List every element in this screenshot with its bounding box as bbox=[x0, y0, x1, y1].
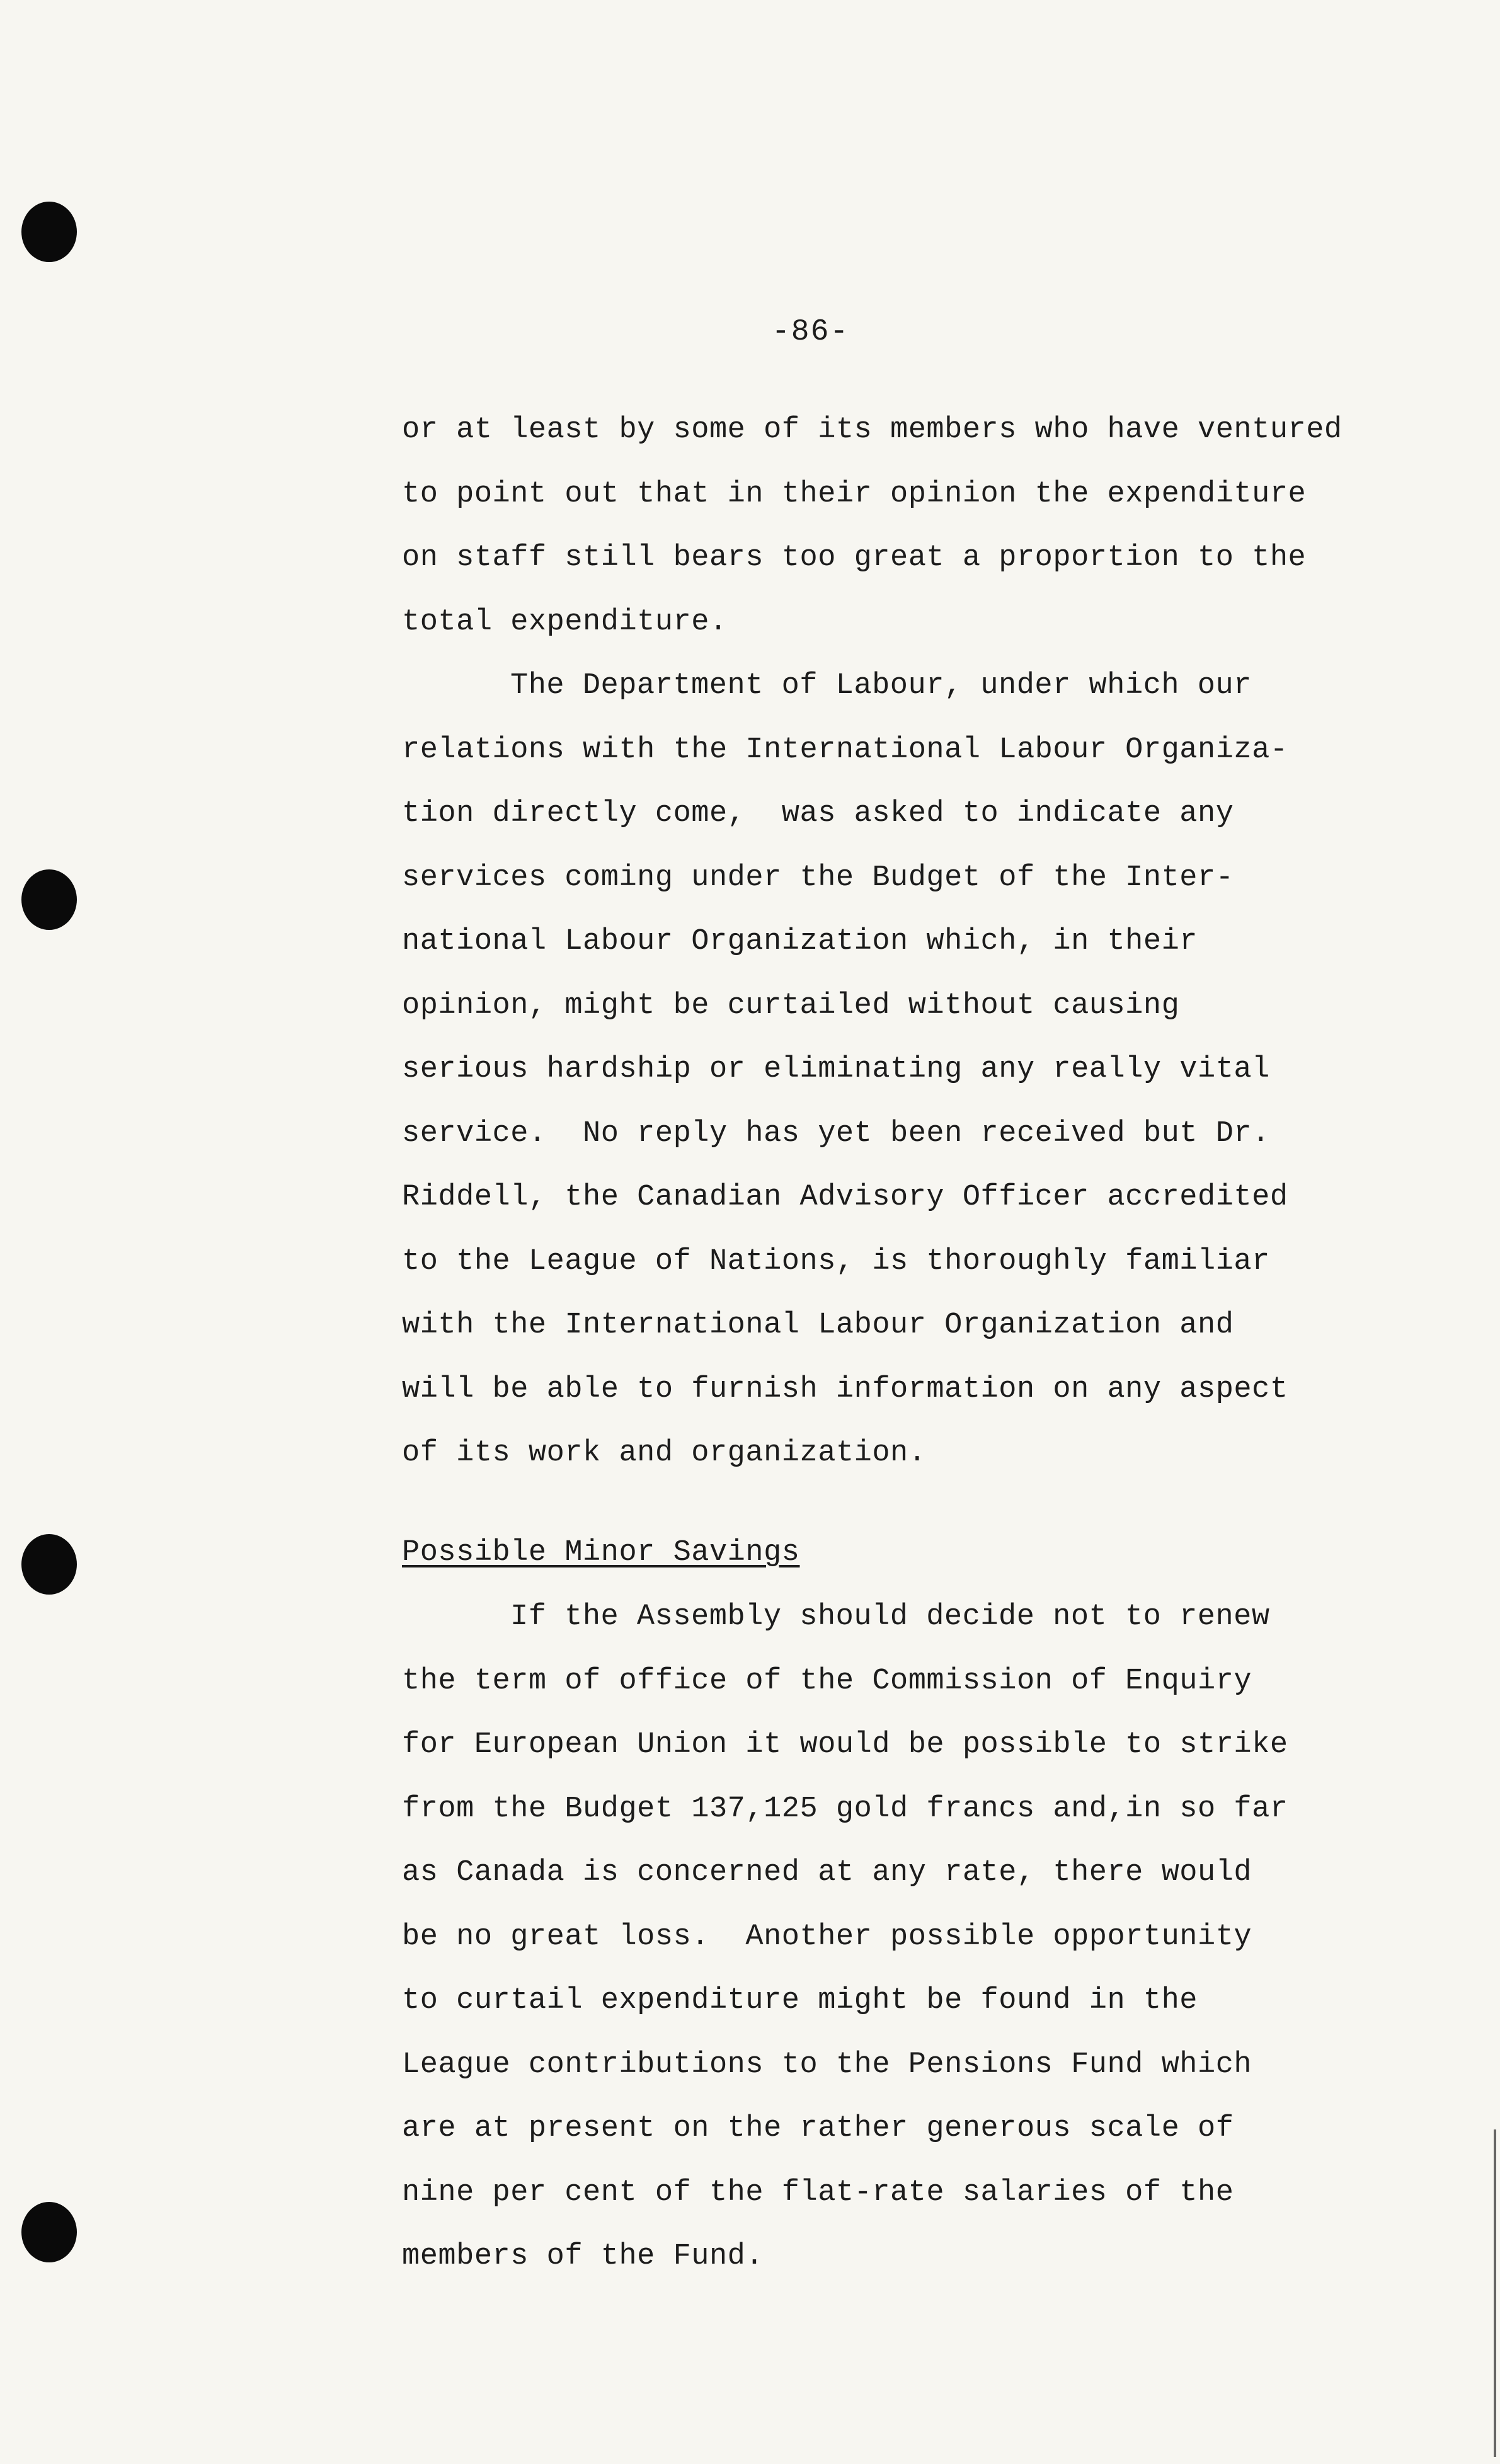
text-line: as Canada is concerned at any rate, there would bbox=[402, 1856, 1252, 1889]
page-edge-shadow bbox=[1494, 2129, 1496, 2457]
text-line: national Labour Organization which, in their bbox=[402, 925, 1198, 958]
punch-hole-1 bbox=[21, 202, 77, 262]
text-line: tion directly come, was asked to indicate any bbox=[402, 797, 1234, 830]
text-line: Riddell, the Canadian Advisory Officer accredited bbox=[402, 1181, 1288, 1214]
paragraph-labour-department bbox=[402, 654, 1435, 1486]
text-line: League contributions to the Pensions Fund which bbox=[402, 2048, 1252, 2082]
text-line: with the International Labour Organization and bbox=[402, 1309, 1234, 1342]
text-line: relations with the International Labour Organiza- bbox=[402, 733, 1288, 767]
paragraph-continuation bbox=[402, 398, 1435, 654]
text-line: of its work and organization. bbox=[402, 1436, 927, 1470]
text-line: to point out that in their opinion the expenditure bbox=[402, 477, 1307, 511]
text-line: members of the Fund. bbox=[402, 2240, 764, 2273]
text-line: will be able to furnish information on any aspect bbox=[402, 1372, 1288, 1406]
text-line: The Department of Labour, under which our bbox=[510, 669, 1252, 702]
text-line: from the Budget 137,125 gold francs and,in so far bbox=[402, 1792, 1288, 1826]
text-line: for European Union it would be possible to strike bbox=[402, 1728, 1288, 1762]
punch-hole-2 bbox=[21, 869, 77, 930]
text-line: are at present on the rather generous scale of bbox=[402, 2112, 1234, 2145]
text-line: to the League of Nations, is thoroughly familiar bbox=[402, 1244, 1270, 1278]
text-line: If the Assembly should decide not to renew bbox=[510, 1600, 1270, 1634]
text-line: service. No reply has yet been received but Dr. bbox=[402, 1116, 1270, 1150]
text-line: opinion, might be curtailed without causing bbox=[402, 988, 1180, 1023]
text-line: be no great loss. Another possible opportunity bbox=[402, 1920, 1252, 1954]
text-line: on staff still bears too great a proportion to the bbox=[402, 541, 1307, 575]
section-heading-block bbox=[402, 1521, 1435, 1585]
text-line: serious hardship or eliminating any really vital bbox=[402, 1053, 1270, 1086]
text-line: services coming under the Budget of the Inter- bbox=[402, 861, 1234, 895]
text-line: total expenditure. bbox=[402, 605, 728, 639]
punch-hole-4 bbox=[21, 2202, 77, 2262]
punch-hole-3 bbox=[21, 1534, 77, 1595]
text-line: the term of office of the Commission of Enquiry bbox=[402, 1664, 1252, 1698]
paragraph-minor-savings bbox=[402, 1585, 1435, 2289]
section-heading: Possible Minor Savings bbox=[402, 1536, 800, 1569]
text-line: nine per cent of the flat-rate salaries of the bbox=[402, 2175, 1234, 2209]
text-line: to curtail expenditure might be found in the bbox=[402, 1984, 1198, 2017]
page-number: -86- bbox=[772, 315, 850, 349]
text-line: or at least by some of its members who have ventured bbox=[402, 413, 1343, 447]
